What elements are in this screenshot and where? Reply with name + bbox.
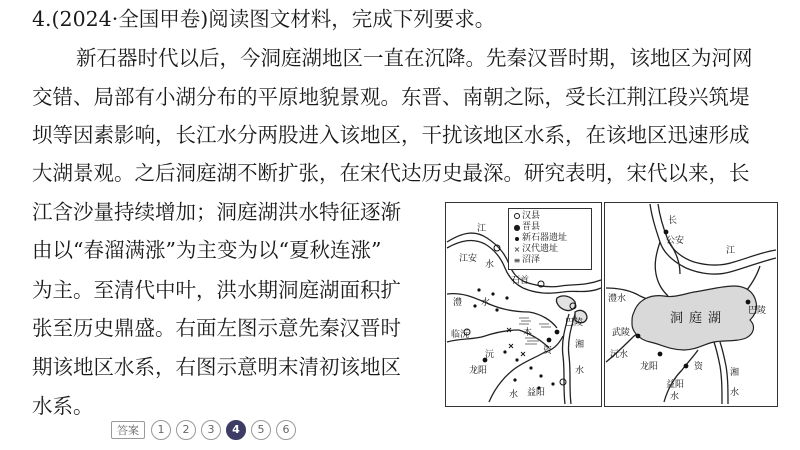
map-label: 澧 [453,298,463,308]
map-label: 公安 [666,236,685,246]
circle-ring-icon [512,211,522,222]
map-label: 临沅 [451,330,470,340]
map-late-ming-early-qing [604,202,778,407]
map-label: 水 [730,388,740,398]
map-label: 益阳 [527,388,546,398]
map-label: 江安 [459,254,478,264]
question-page-4-button[interactable]: 4 [226,420,246,440]
map-label: 水 [485,260,495,270]
legend-item-jin-county: ● 晋县 [513,222,541,232]
paragraph-line: 交错、局部有小湖分布的平原地貌景观。东晋、南朝之际，受长江荆江段兴筑堤 [32,85,750,109]
map-label: 龙阳 [469,366,488,376]
map-label: 澧水 [608,294,627,304]
paragraph-line: 由以“春溜满涨”为主变为以“夏秋连涨” [32,238,382,262]
map-label: 江 [726,246,736,256]
map-label: 水 [670,392,680,402]
question-page-2-button[interactable]: 2 [176,420,196,440]
map-label: 水 [509,390,519,400]
marsh-icon: ≡ [513,256,521,265]
paragraph-line: 大湖景观。之后洞庭湖不断扩张，在宋代达历史最深。研究表明，宋代以来，长 [32,161,750,185]
answer-nav [111,419,301,441]
paragraph-line: 水系。 [32,394,94,418]
answer-button[interactable]: 答案 [111,421,145,439]
map-label: 江 [477,224,487,234]
paragraph-line: 期该地区水系，右图示意明末清初该地区 [32,355,401,379]
paragraph-line: 新石器时代以后，今洞庭湖地区一直在沉降。先秦汉晋时期，该地区为河网 [76,46,753,70]
xiangshui-river [714,342,722,404]
map-label: 资 [543,346,553,356]
question-page-5-button[interactable]: 5 [251,420,271,440]
small-dot-icon [512,233,522,244]
paragraph-line: 坝等因素影响，长江水分两股进入该地区，干扰该地区水系，在该地区迅速形成 [32,123,750,147]
paragraph-line: 张至历史鼎盛。右面左图示意先秦汉晋时 [32,316,401,340]
map-label: 龙阳 [640,362,659,372]
map-label: 湘 [730,368,740,378]
question-page-1-button[interactable]: 1 [151,420,171,440]
legend-item-neolithic-site: 新石器遗址 [512,233,588,244]
map-label: 长 [668,216,678,226]
map-label: 石首 [511,276,530,286]
map-label: 沅 [485,350,495,360]
question-heading: 4.(2024·全国甲卷)阅读图文材料，完成下列要求。 [32,7,496,31]
map-pre-qin-han-jin [445,202,602,407]
map-label: 洞庭湖 [670,311,728,326]
paragraph-line: 江含沙量持续增加；洞庭湖洪水特征逐渐 [32,200,401,224]
map-label: 巴陵 [565,318,584,328]
map-label: 湘 [575,340,585,350]
legend-item-han-site: × 汉代遗址 [513,244,559,254]
map-label: 水 [575,366,585,376]
paragraph-line: 为主。至清代中叶，洪水期洞庭湖面积扩 [32,278,401,302]
map-label: 资 [694,362,704,372]
map-label: 巴陵 [748,306,767,316]
map-label: 武陵 [612,328,631,338]
legend-item-han-county: 汉县 [512,211,588,222]
cross-icon: × [513,245,521,254]
question-page-6-button[interactable]: 6 [276,420,296,440]
map-label: 本 [523,328,533,338]
question-page-3-button[interactable]: 3 [201,420,221,440]
map-label: 沅水 [610,350,629,360]
legend-item-marsh: ≡ 沼泽 [513,255,541,265]
river-network [604,202,778,407]
map-label: 益阳 [666,380,685,390]
map-legend [508,208,592,270]
filled-dot-icon: ● [513,223,521,232]
map-label: 水 [481,298,491,308]
